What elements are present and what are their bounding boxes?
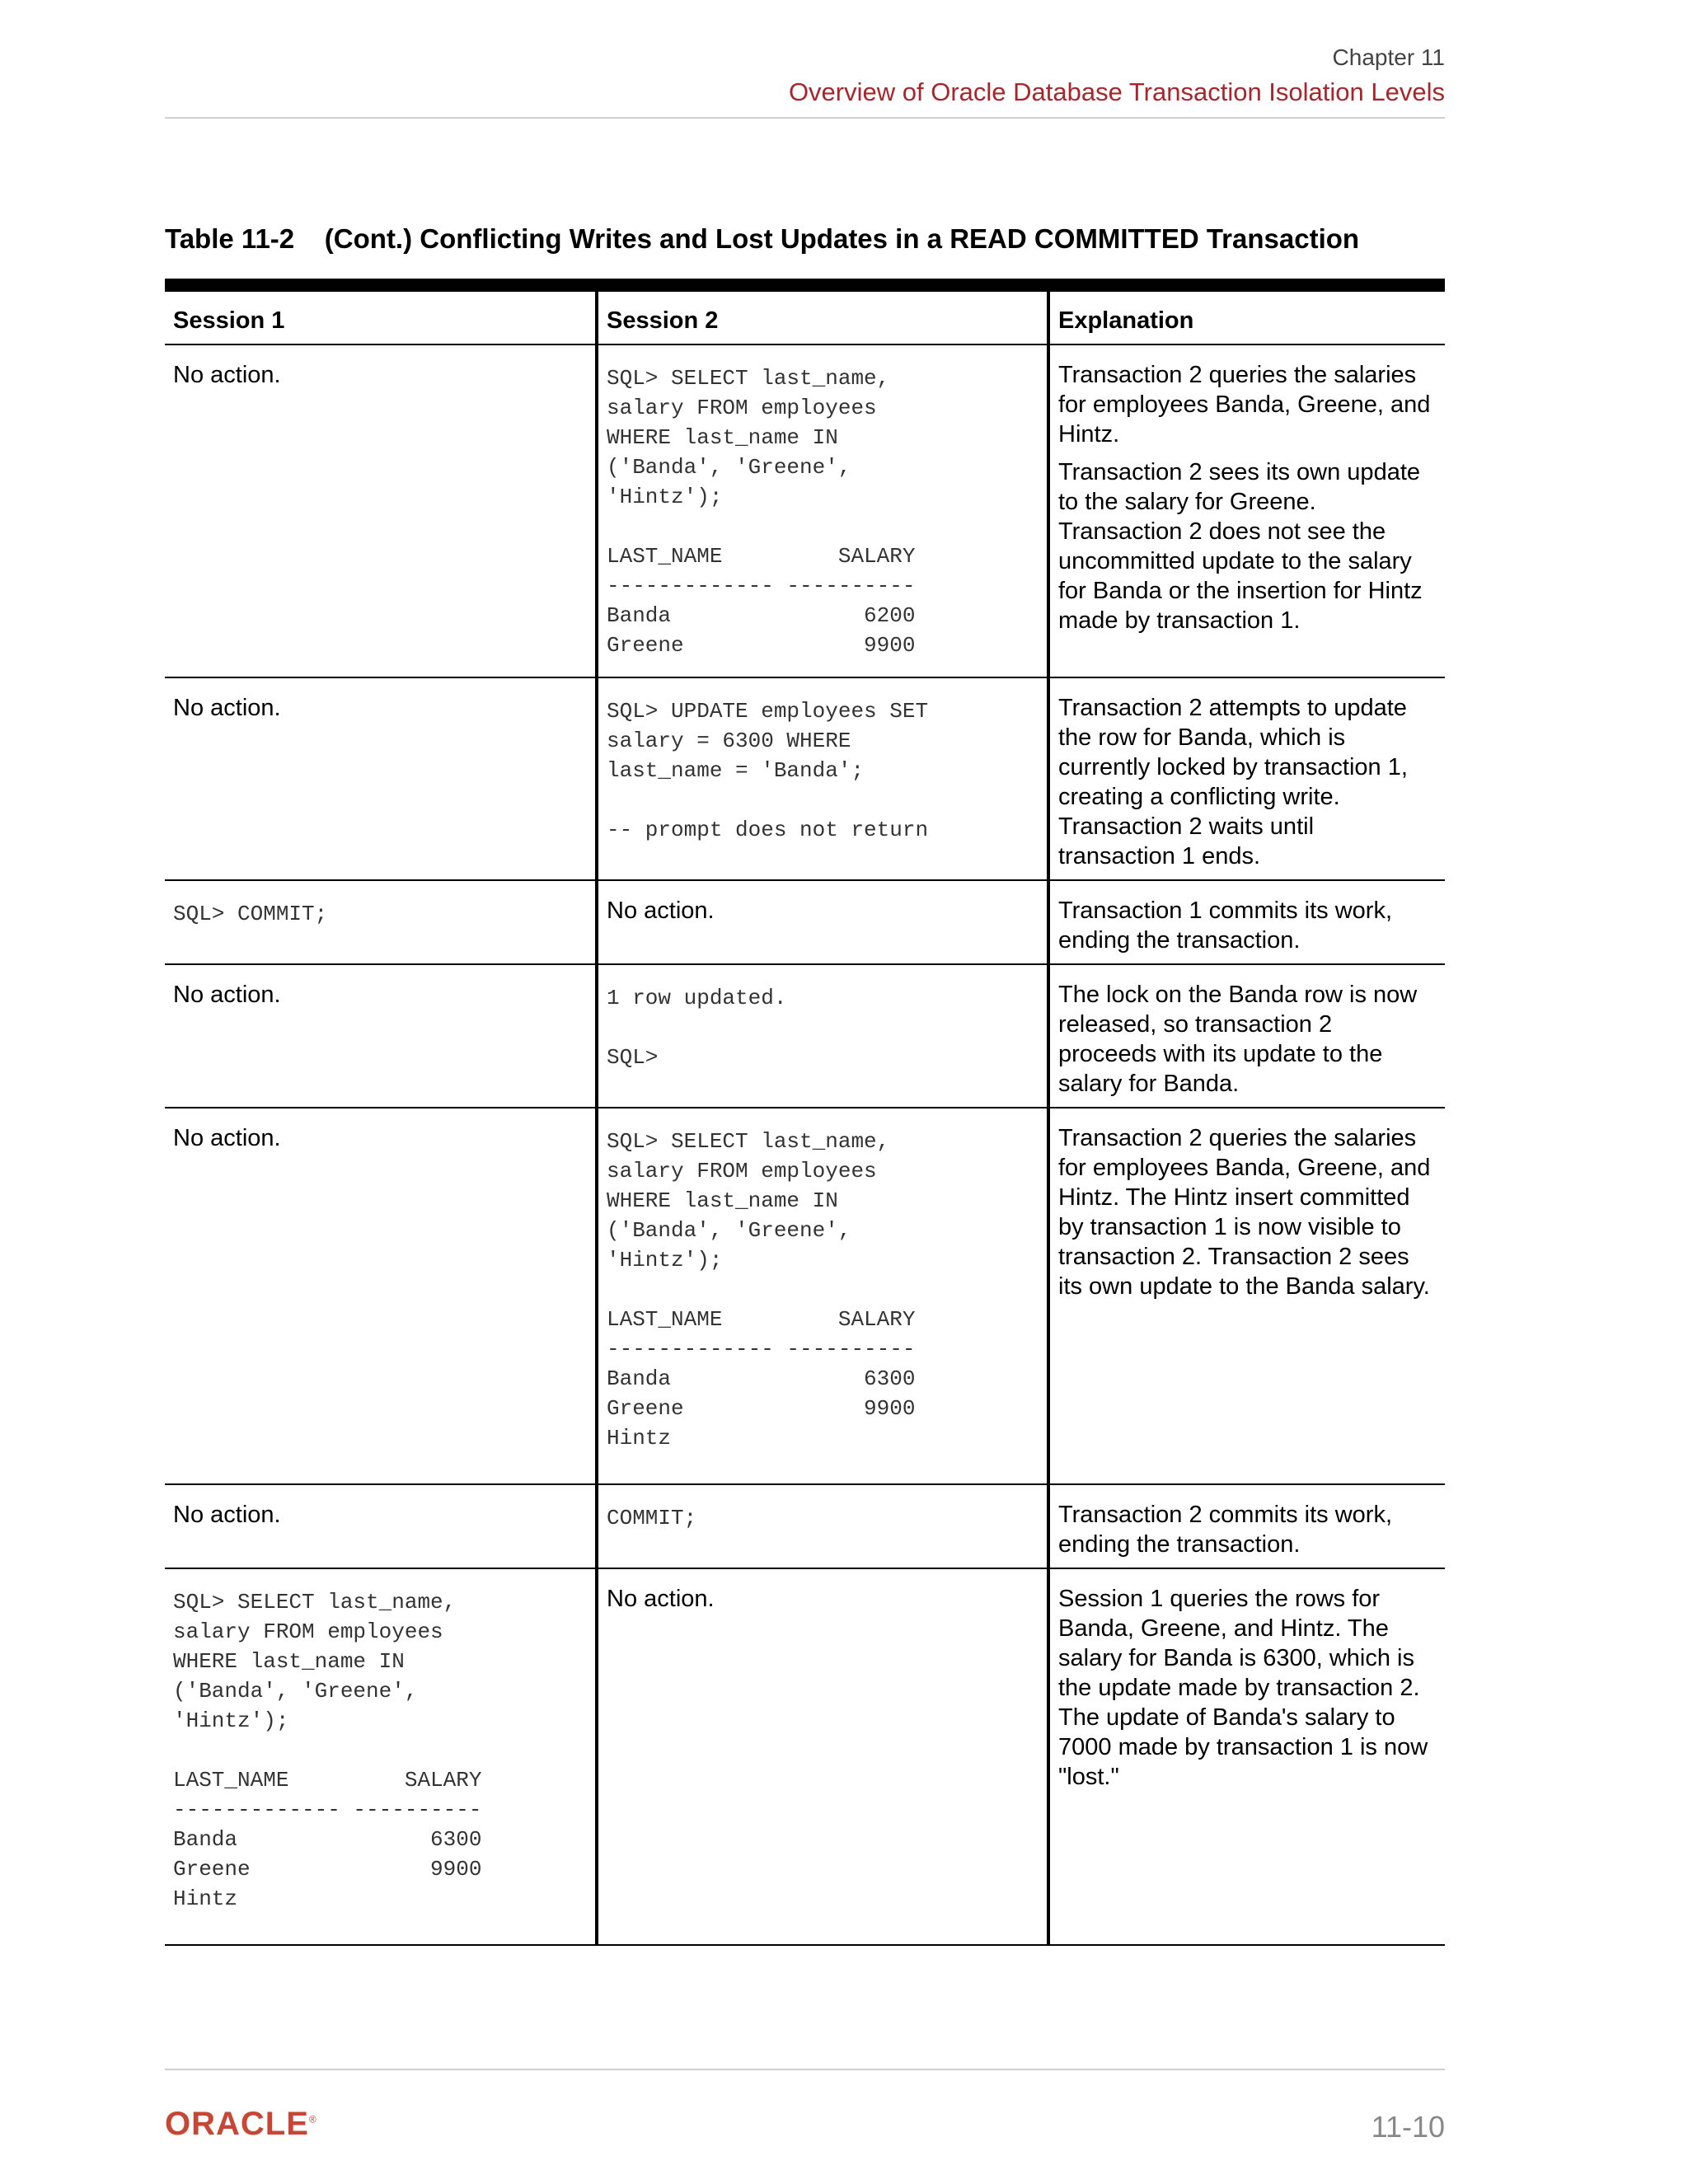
conflicting-writes-table [165, 292, 1445, 1946]
session-1-text: No action. [173, 1125, 281, 1151]
table-caption: Table 11-2 (Cont.) Conflicting Writes and Lost Updates in a READ COMMITTED Transaction [165, 223, 1360, 254]
session-1-text: No action. [173, 362, 281, 388]
table-row [165, 880, 1445, 964]
session-2-code: SQL> SELECT last_name, salary FROM employees WHERE last_name IN ('Banda', 'Greene', 'Hintz'); LAST_NAME SALARY ------------- ---------- Banda 6200 Greene 9900 [607, 366, 916, 658]
page-header [789, 43, 1445, 109]
explanation-cell [1048, 964, 1445, 1108]
column-header-session-2: Session 2 [597, 292, 1048, 344]
table-row [165, 344, 1445, 677]
oracle-logo [165, 2106, 317, 2143]
explanation-text: Transaction 2 sees its own update to the salary for Greene. Transaction 2 does not see the uncommitted update to the salary for Banda or the insertion for Hintz made by transaction 1. [1058, 459, 1423, 634]
explanation-cell [1048, 344, 1445, 677]
explanation-cell [1048, 880, 1445, 964]
session-1-code: SQL> COMMIT; [173, 902, 328, 926]
session-2-code: 1 row updated. SQL> [607, 986, 787, 1070]
session-2-cell [597, 880, 1048, 964]
page-number: 11-10 [1371, 2110, 1445, 2144]
session-2-cell [597, 344, 1048, 677]
table-row [165, 1568, 1445, 1945]
table-top-rule [165, 279, 1445, 292]
footer-divider [165, 2069, 1445, 2070]
session-1-code: SQL> SELECT last_name, salary FROM employees WHERE last_name IN ('Banda', 'Greene', 'Hintz'); LAST_NAME SALARY ------------- ---------- Banda 6300 Greene 9900 Hintz [173, 1590, 482, 1911]
table-row [165, 964, 1445, 1108]
table-row [165, 1484, 1445, 1568]
explanation-text: Transaction 2 queries the salaries for employees Banda, Greene, and Hintz. [1058, 362, 1431, 448]
session-1-text: No action. [173, 1502, 281, 1528]
chapter-label: Chapter 11 [1332, 45, 1445, 70]
session-1-cell [165, 344, 597, 677]
session-1-cell [165, 1568, 597, 1945]
header-divider [165, 117, 1445, 119]
table-row [165, 1108, 1445, 1484]
explanation-text: The lock on the Banda row is now released, so transaction 2 proceeds with its update to the salary for Banda. [1058, 982, 1418, 1097]
session-1-text: No action. [173, 982, 281, 1008]
explanation-text: Transaction 2 attempts to update the row for Banda, which is currently locked by transaction 1, creating a conflicting write. Transaction 2 waits until transaction 1 ends. [1058, 695, 1408, 869]
logo-text: ORACLE [165, 2106, 309, 2142]
session-2-code: SQL> SELECT last_name, salary FROM employees WHERE last_name IN ('Banda', 'Greene', 'Hintz'); LAST_NAME SALARY ------------- ---------- Banda 6300 Greene 9900 Hintz [607, 1129, 916, 1451]
session-2-cell [597, 1568, 1048, 1945]
column-header-explanation: Explanation [1048, 292, 1445, 344]
explanation-cell [1048, 677, 1445, 880]
session-2-code: COMMIT; [607, 1506, 697, 1530]
registered-mark: ® [308, 2113, 317, 2125]
column-header-session-1: Session 1 [165, 292, 597, 344]
explanation-text: Session 1 queries the rows for Banda, Greene, and Hintz. The salary for Banda is 6300, which is the update made by transaction 2. The update of Banda's salary to 7000 made by transaction 1 is now "lost." [1058, 1586, 1428, 1790]
session-1-text: No action. [173, 695, 281, 721]
session-2-cell [597, 1108, 1048, 1484]
session-1-cell [165, 964, 597, 1108]
explanation-text: Transaction 2 commits its work, ending the transaction. [1058, 1502, 1393, 1558]
session-2-text: No action. [607, 898, 715, 924]
session-2-cell [597, 964, 1048, 1108]
session-2-text: No action. [607, 1586, 715, 1612]
table-row [165, 677, 1445, 880]
session-2-cell [597, 677, 1048, 880]
session-1-cell [165, 1108, 597, 1484]
session-1-cell [165, 677, 597, 880]
session-1-cell [165, 880, 597, 964]
session-2-cell [597, 1484, 1048, 1568]
session-1-cell [165, 1484, 597, 1568]
explanation-cell [1048, 1484, 1445, 1568]
explanation-cell [1048, 1108, 1445, 1484]
table-header-row [165, 292, 1445, 344]
session-2-code: SQL> UPDATE employees SET salary = 6300 WHERE last_name = 'Banda'; -- prompt does not return [607, 699, 929, 842]
section-title: Overview of Oracle Database Transaction Isolation Levels [788, 77, 1445, 106]
explanation-text: Transaction 2 queries the salaries for employees Banda, Greene, and Hintz. The Hintz insert committed by transaction 1 is now visible to transaction 2. Transaction 2 sees its own update to the Banda salary. [1058, 1125, 1431, 1300]
explanation-cell [1048, 1568, 1445, 1945]
explanation-text: Transaction 1 commits its work, ending the transaction. [1058, 898, 1393, 954]
